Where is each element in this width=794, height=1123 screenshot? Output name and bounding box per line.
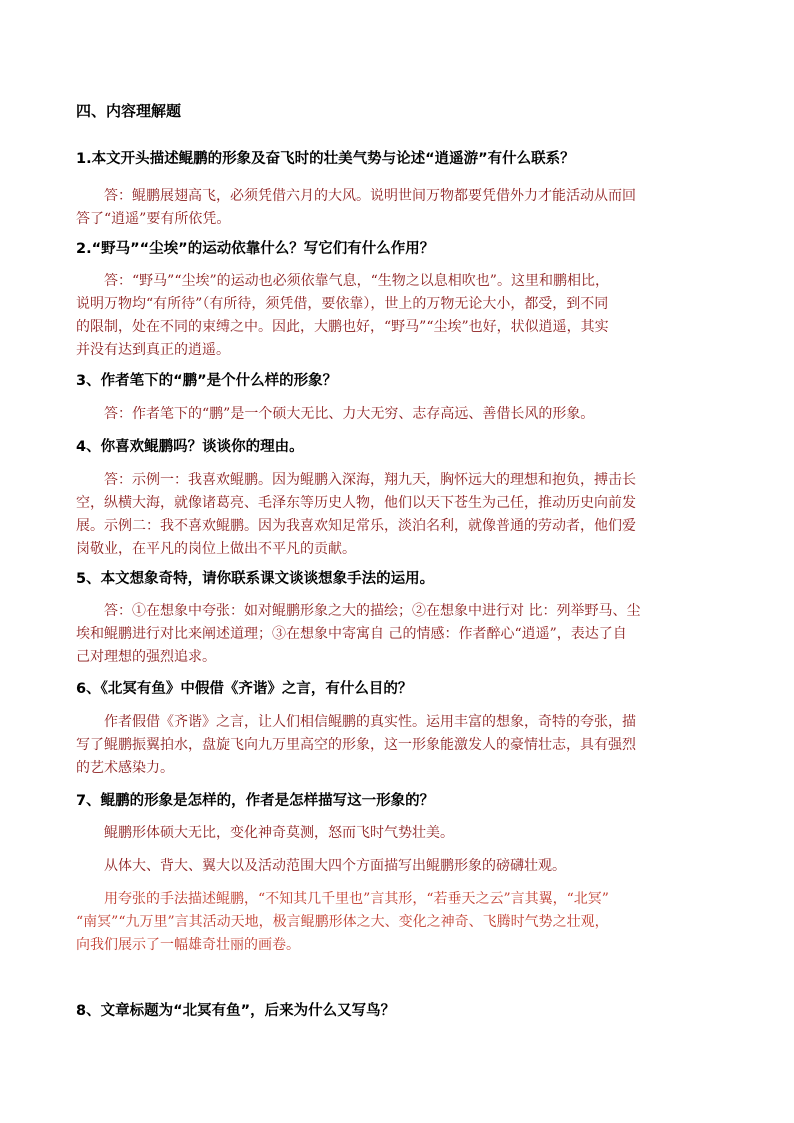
answer-1 [76, 185, 736, 231]
question-1: 1.本文开头描述鲲鹏的形象及奋飞时的壮美气势与论述“逍遥游”有什么联系？ [76, 151, 575, 167]
question-2: 2.“野马”“尘埃”的运动依靠什么？写它们有什么作用？ [76, 241, 435, 257]
answer-line: 从体大、背大、翼大以及活动范围大四个方面描写出鲲鹏形象的磅礴壮观。 [104, 858, 566, 874]
answer-line: 岗敬业，在平凡的岗位上做出不平凡的贡献。 [76, 541, 356, 557]
question-7: 7、鲲鹏的形象是怎样的，作者是怎样描写这一形象的？ [76, 793, 435, 809]
answer-line: 写了鲲鹏振翼拍水，盘旋飞向九万里高空的形象，这一形象能激发人的豪情壮志，具有强烈 [76, 737, 636, 753]
question-6: 6、《北冥有鱼》中假借《齐谐》之言，有什么目的？ [76, 681, 413, 697]
answer-7-part-2 [76, 855, 736, 878]
answer-line: 的限制，处在不同的束缚之中。因此，大鹏也好，“野马”“尘埃”也好，状似逍遥，其实 [76, 319, 609, 335]
answer-line: 埃和鲲鹏进行对比来阐述道理；③在想象中寄寓自 己的情感：作者醉心“逍遥”，表达了自 [76, 626, 627, 642]
answer-line: 答：①在想象中夸张：如对鲲鹏形象之大的描绘；②在想象中进行对 比：列举野马、尘 [104, 603, 641, 619]
answer-line: 答：作者笔下的“鹏”是一个硕大无比、力大无穷、志存高远、善借长风的形象。 [104, 406, 595, 422]
answer-line: 答了“逍遥”要有所依凭。 [76, 211, 231, 227]
question-5: 5、本文想象奇特，请你联系课文谈谈想象手法的运用。 [76, 571, 435, 587]
answer-line: 的艺术感染力。 [76, 760, 174, 776]
answer-line: 作者假借《齐谐》之言，让人们相信鲲鹏的真实性。运用丰富的想象，奇特的夸张，描 [104, 714, 636, 730]
answer-line: 并没有达到真正的逍遥。 [76, 342, 230, 358]
answer-line: “南冥”“九万里”言其活动天地，极言鲲鹏形体之大、变化之神奇、飞腾时气势之壮观， [76, 914, 609, 930]
answer-line: 说明万物均“有所待”（有所待，须凭借，要依靠），世上的万物无论大小，都受，到不同 [76, 296, 609, 312]
answer-line: 答：“野马”“尘埃”的运动也必须依靠气息，“生物之以息相吹也”。这里和鹏相比， [104, 273, 609, 289]
question-3: 3、作者笔下的“鹏”是个什么样的形象？ [76, 373, 338, 389]
answer-line: 向我们展示了一幅雄奇壮丽的画卷。 [76, 937, 300, 953]
answer-line: 答：示例一：我喜欢鲲鹏。因为鲲鹏入深海，翔九天，胸怀远大的理想和抱负，搏击长 [104, 472, 636, 488]
answer-line: 展。示例二：我不喜欢鲲鹏。因为我喜欢知足常乐，淡泊名利，就像普通的劳动者，他们爱 [76, 518, 636, 534]
question-4: 4、你喜欢鲲鹏吗？谈谈你的理由。 [76, 439, 304, 455]
answer-line: 己对理想的强烈追求。 [76, 649, 216, 665]
answer-7-part-3 [76, 888, 736, 957]
answer-2 [76, 270, 736, 362]
answer-7-part-1 [76, 822, 736, 845]
answer-6 [76, 711, 736, 780]
answer-3 [76, 403, 736, 426]
answer-line: 用夸张的手法描述鲲鹏，“不知其几千里也”言其形，“若垂天之云”言其翼，“北冥” [104, 891, 609, 907]
answer-line: 鲲鹏形体硕大无比，变化神奇莫测，怒而飞时气势壮美。 [104, 825, 454, 841]
answer-4 [76, 469, 736, 561]
answer-line: 答：鲲鹏展翅高飞，必须凭借六月的大风。说明世间万物都要凭借外力才能活动从而回 [104, 188, 636, 204]
question-8: 8、文章标题为“北冥有鱼”，后来为什么又写鸟？ [76, 1003, 396, 1019]
answer-line: 空，纵横大海，就像诸葛亮、毛泽东等历史人物，他们以天下苍生为己任，推动历史向前发 [76, 495, 636, 511]
section-title: 四、内容理解题 [76, 102, 182, 120]
answer-5 [76, 600, 736, 669]
